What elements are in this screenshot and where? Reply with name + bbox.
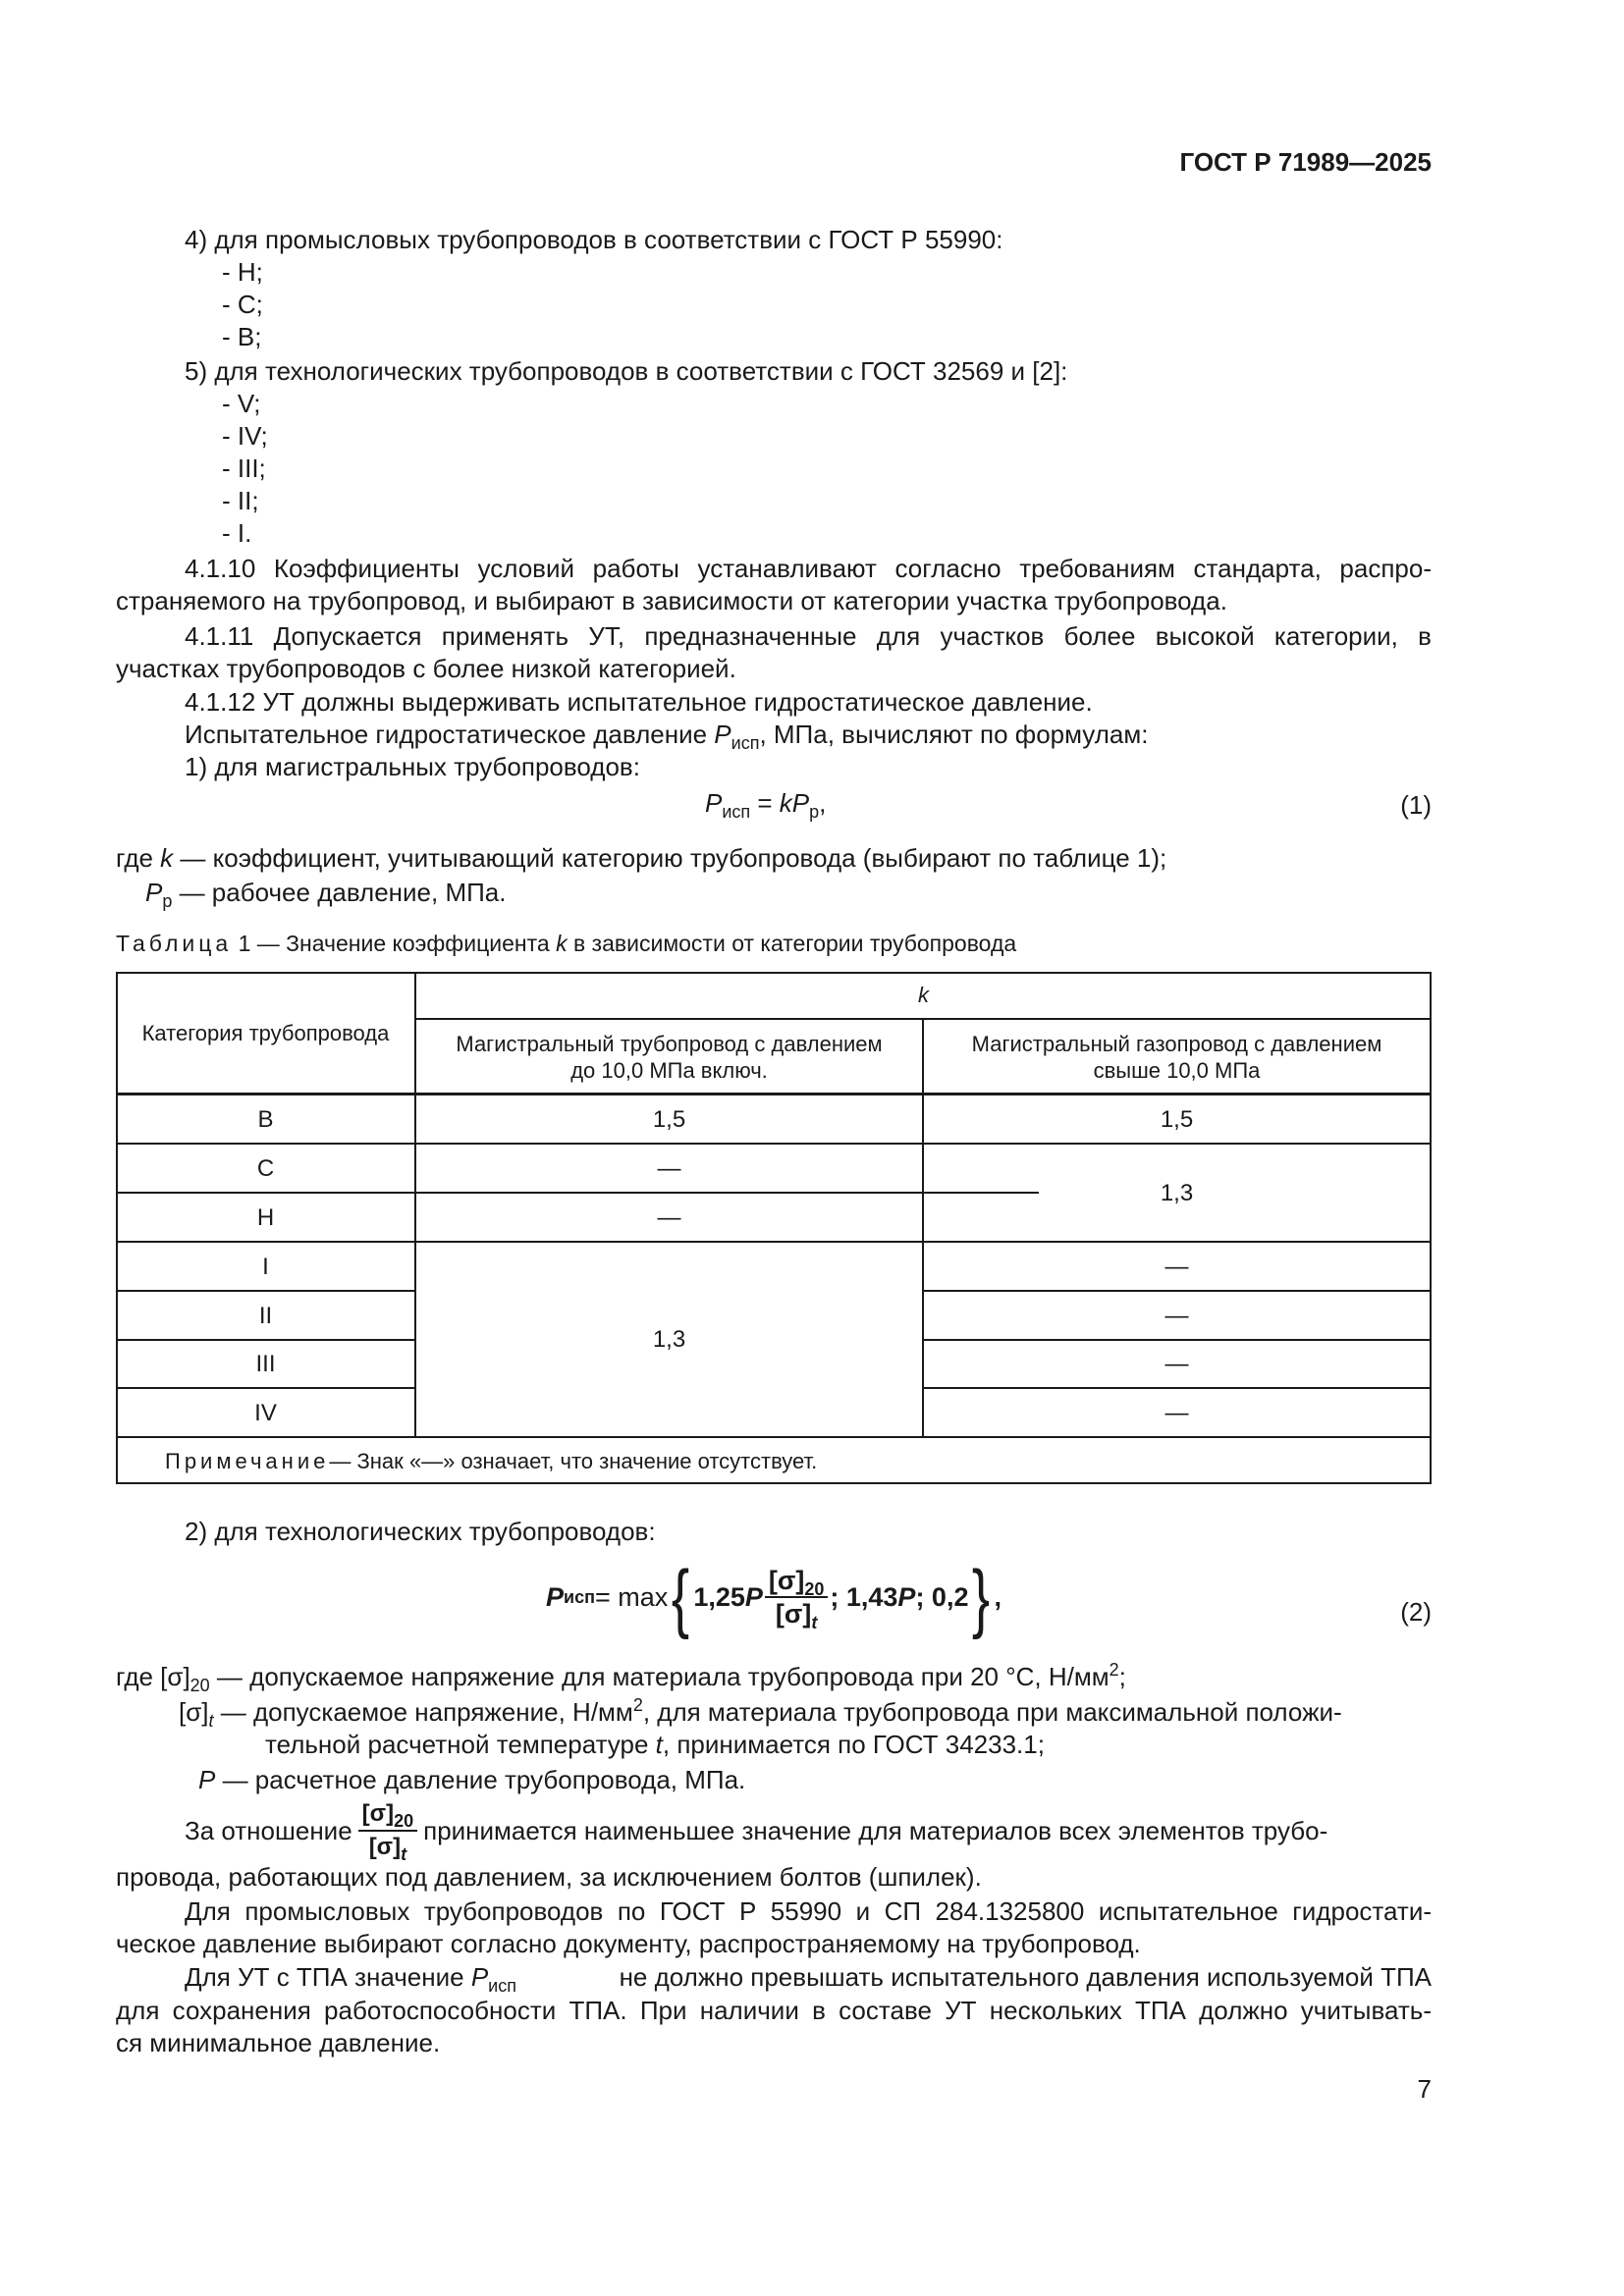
paragraph-4-1-10-line1: 4.1.10 Коэффициенты условий работы устанавливают согласно требованиям стандарта, распро- bbox=[185, 554, 1432, 583]
table-cell-gas: 1,5 bbox=[1160, 1105, 1194, 1133]
table-cell-category: С bbox=[256, 1154, 275, 1182]
table-cell-category: IV bbox=[254, 1399, 277, 1426]
paragraph-test-pressure: Испытательное гидростатическое давление $P_{исп}$, МПа, вычисляют по формулам: bbox=[185, 720, 1149, 753]
where-sigma-t-cont: тельной расчетной температуре t, принимается по ГОСТ 34233.1; bbox=[265, 1730, 1045, 1759]
list-item-5: 5) для технологических трубопроводов в соответствии с ГОСТ 32569 и [2]: bbox=[185, 356, 1068, 386]
table-cell-gas: — bbox=[1164, 1399, 1189, 1426]
paragraph-tpa-line1: Для УТ с ТПА значение $P_{исп}$ не должно превышать испытательного давления используемой ТПА bbox=[185, 1962, 1432, 1996]
where-sigma-t: $[\sigma]_t$ — допускаемое напряжение, $Н/мм^2$, для материала трубопровода при максимальной положи- bbox=[179, 1695, 1342, 1731]
column-header-main: Магистральный трубопровод с давлением до 10,0 МПа включ. bbox=[456, 1031, 883, 1083]
table-cell-gas: — bbox=[1164, 1302, 1189, 1329]
table-caption: Таблица 1 — Значение коэффициента k в зависимости от категории трубопровода bbox=[116, 931, 1017, 956]
list-item-1: 1) для магистральных трубопроводов: bbox=[185, 752, 640, 781]
table-cell-category: I bbox=[262, 1253, 269, 1280]
formula-2-number: (2) bbox=[1400, 1597, 1432, 1627]
formula-1-number: (1) bbox=[1400, 790, 1432, 820]
list-subitem: - Н; bbox=[222, 257, 263, 287]
formula-2: P исп = max { 1,25 P $\frac{[\sigma]_{20}}{[\sigma]_t}$ ; 1,43 P ; 0,2 } , bbox=[546, 1554, 1002, 1640]
table-cell-main: — bbox=[657, 1154, 681, 1182]
paragraph-tpa-line2: для сохранения работоспособности ТПА. При наличии в составе УТ нескольких ТПА должно учитывать- bbox=[116, 1996, 1432, 2025]
ratio-paragraph-line2: провода, работающих под давлением, за исключением болтов (шпилек). bbox=[116, 1862, 982, 1892]
paragraph-4-1-12: 4.1.12 УТ должны выдерживать испытательное гидростатическое давление. bbox=[185, 687, 1093, 717]
where-k: где k — коэффициент, учитывающий категорию трубопровода (выбирают по таблице 1); bbox=[116, 843, 1167, 873]
list-subitem: - IV; bbox=[222, 421, 268, 451]
list-subitem: - III; bbox=[222, 454, 266, 483]
table-cell-category: II bbox=[258, 1302, 273, 1329]
table-cell-gas: — bbox=[1164, 1253, 1189, 1280]
column-header-gas: Магистральный газопровод с давлением свыше 10,0 МПа bbox=[971, 1031, 1382, 1083]
table-cell-main: — bbox=[657, 1203, 681, 1231]
where-pp: $P_р$ — рабочее давление, МПа. bbox=[145, 878, 507, 911]
table-cell-category: III bbox=[255, 1351, 276, 1377]
where-sigma-20: где $[\sigma]_{20}$ — допускаемое напряжение для материала трубопровода при 20 °С, $Н/мм^2$; bbox=[116, 1660, 1126, 1695]
coefficient-table bbox=[116, 972, 1432, 1484]
list-subitem: - С; bbox=[222, 290, 263, 319]
table-cell-gas-merged: 1,3 bbox=[1160, 1179, 1194, 1206]
where-p: P — расчетное давление трубопровода, МПа. bbox=[198, 1765, 746, 1794]
table-cell-main: 1,5 bbox=[652, 1105, 686, 1133]
ratio-paragraph: За отношение $\frac{[\sigma]_{20}}{[\sigma]_t}$ принимается наименьшее значение для материалов всех элементов трубо- bbox=[185, 1800, 1328, 1864]
table-cell-category: В bbox=[257, 1105, 274, 1133]
table-cell-gas: — bbox=[1164, 1351, 1189, 1377]
list-subitem: - I. bbox=[222, 518, 252, 548]
page-number: 7 bbox=[1417, 2074, 1432, 2104]
column-header-k: k bbox=[918, 983, 929, 1007]
column-header-category: Категория трубопровода bbox=[141, 1020, 390, 1045]
paragraph-field-line1: Для промысловых трубопроводов по ГОСТ Р 55990 и СП 284.1325800 испытательное гидростати- bbox=[185, 1896, 1432, 1926]
paragraph-4-1-11-line2: участках трубопроводов с более низкой категорией. bbox=[116, 654, 736, 683]
list-subitem: - В; bbox=[222, 322, 262, 351]
list-item-2: 2) для технологических трубопроводов: bbox=[185, 1517, 656, 1546]
document-id: ГОСТ Р 71989—2025 bbox=[1179, 147, 1432, 177]
table-cell-category: Н bbox=[256, 1203, 275, 1231]
formula-1: $P_{исп} = kP_р$, bbox=[705, 788, 827, 822]
table-cell-main-merged: 1,3 bbox=[652, 1326, 686, 1353]
paragraph-4-1-10-line2: страняемого на трубопровод, и выбирают в зависимости от категории участка трубопровода. bbox=[116, 586, 1227, 615]
table-note: Примечание — Знак «—» означает, что значение отсутствует. bbox=[165, 1448, 818, 1473]
paragraph-tpa-line3: ся минимальное давление. bbox=[116, 2028, 441, 2057]
list-item-4: 4) для промысловых трубопроводов в соответствии с ГОСТ Р 55990: bbox=[185, 225, 1003, 254]
paragraph-field-line2: ческое давление выбирают согласно документу, распространяемому на трубопровод. bbox=[116, 1929, 1141, 1958]
paragraph-4-1-11-line1: 4.1.11 Допускается применять УТ, предназначенные для участков более высокой категории, в bbox=[185, 621, 1432, 651]
list-subitem: - V; bbox=[222, 389, 261, 418]
list-subitem: - II; bbox=[222, 486, 259, 515]
